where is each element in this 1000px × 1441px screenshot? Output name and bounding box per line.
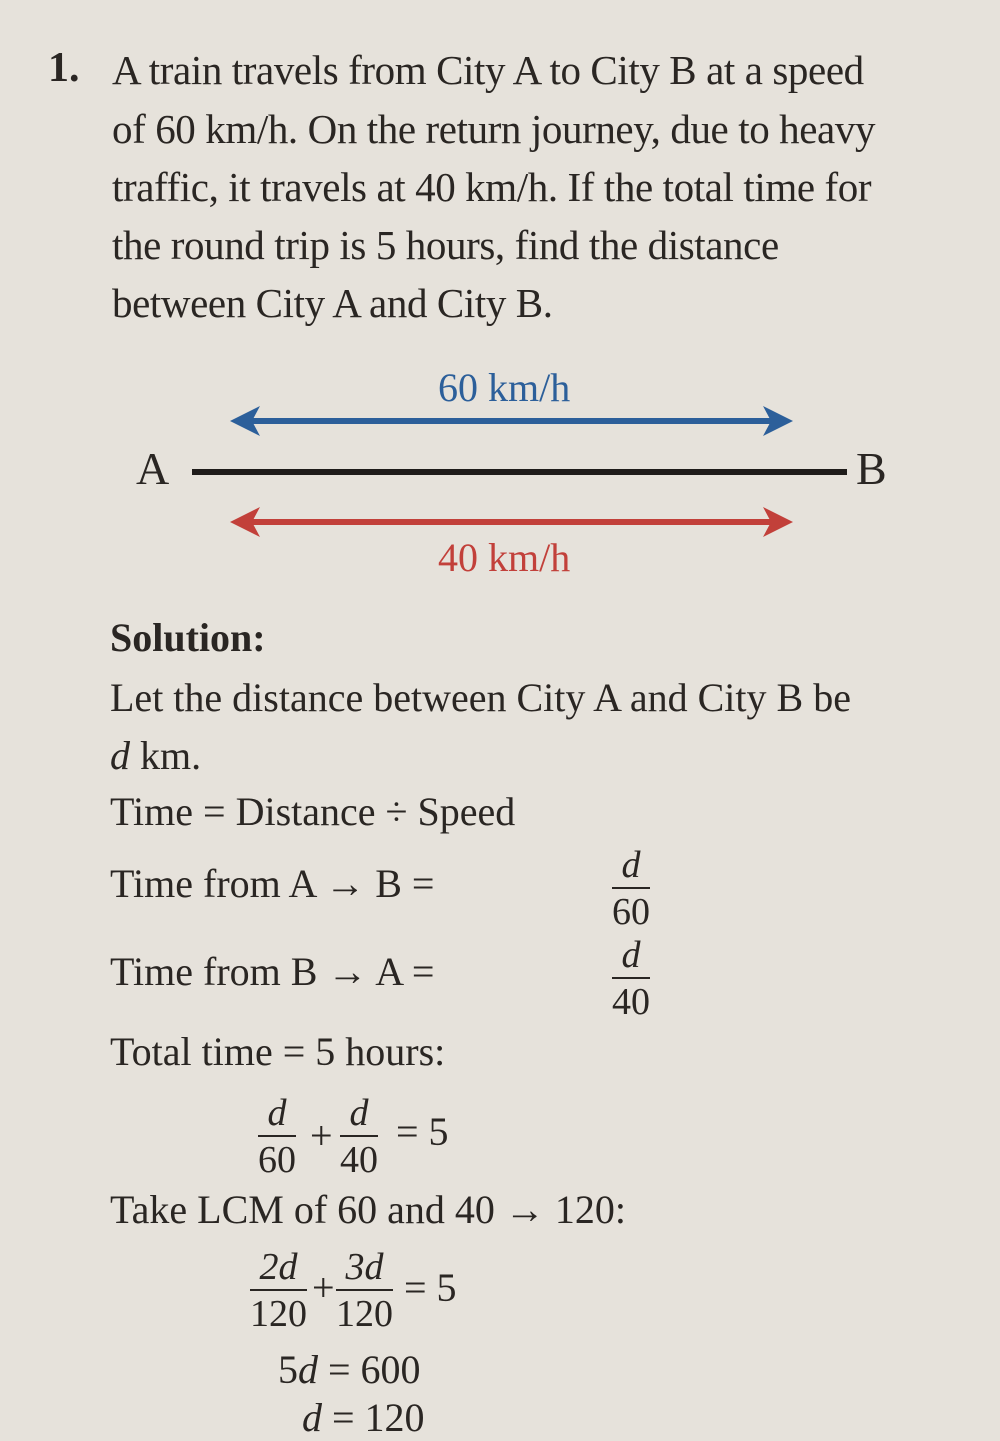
point-a-label: A (136, 443, 170, 494)
question-line-1: A train travels from City A to City B at a speed (112, 47, 864, 93)
eq2-frac-1: 2d 120 (250, 1246, 307, 1335)
point-b-label: B (856, 443, 887, 494)
let-line-1: Let the distance between City A and City B be (110, 675, 851, 720)
red-double-arrow-icon (230, 507, 793, 537)
question-line-5: between City A and City B. (112, 280, 553, 326)
question-line-4: the round trip is 5 hours, find the distance (112, 222, 779, 268)
eq1-frac-1: d 60 (258, 1092, 296, 1181)
formula-line: Time = Distance ÷ Speed (110, 789, 516, 834)
time-ab-label: Time from A → B = (110, 861, 435, 906)
lcm-line: Take LCM of 60 and 40 → 120: (110, 1187, 627, 1232)
question-number: 1. (48, 45, 80, 91)
question-line-2: of 60 km/h. On the return journey, due to heavy (112, 106, 876, 152)
equation-3: 5d = 600 (278, 1347, 421, 1392)
question-line-3: traffic, it travels at 40 km/h. If the total time for (112, 164, 872, 210)
speed-label-60: 60 km/h (438, 365, 571, 410)
blue-double-arrow-icon (230, 406, 793, 436)
solution-heading: Solution: (110, 615, 266, 660)
speed-label-40: 40 km/h (438, 535, 571, 580)
eq2-frac-2: 3d 120 (336, 1246, 393, 1335)
eq1-frac-2: d 40 (340, 1092, 378, 1181)
distance-diagram (0, 350, 1000, 600)
var-d: d (110, 733, 130, 778)
time-ba-label: Time from B → A = (110, 949, 435, 994)
total-time-line: Total time = 5 hours: (110, 1029, 446, 1074)
equation-4-answer: d = 120 (302, 1395, 425, 1440)
time-ab-fraction: d 60 (612, 844, 650, 933)
let-line-2: d km. (110, 733, 202, 778)
time-ba-fraction: d 40 (612, 934, 650, 1023)
